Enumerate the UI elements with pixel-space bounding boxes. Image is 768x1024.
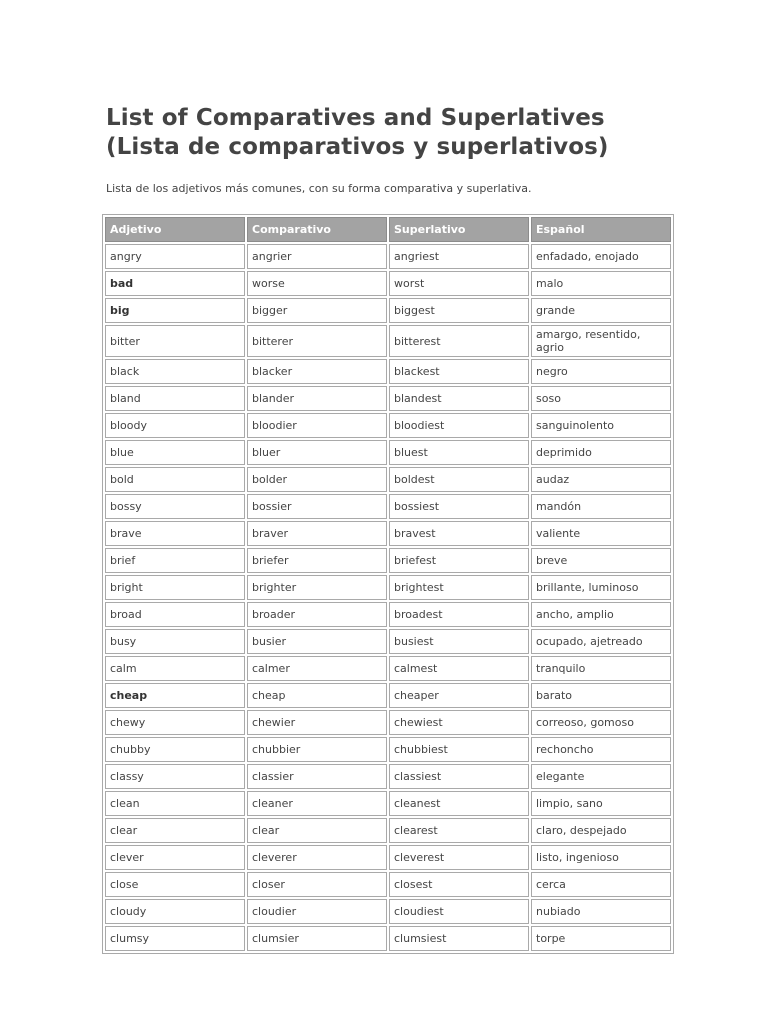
cell-superlativo: biggest [389,298,529,323]
cell-espanol: nubiado [531,899,671,924]
cell-espanol: limpio, sano [531,791,671,816]
cell-superlativo: classiest [389,764,529,789]
cell-adjetivo: blue [105,440,245,465]
cell-superlativo: bluest [389,440,529,465]
cell-superlativo: broadest [389,602,529,627]
table-header-row [105,217,671,242]
table-row [105,629,671,654]
cell-superlativo: closest [389,872,529,897]
cell-comparativo: bossier [247,494,387,519]
table-row [105,845,671,870]
cell-comparativo: calmer [247,656,387,681]
table-row [105,764,671,789]
adjectives-table [102,214,674,954]
cell-adjetivo: bloody [105,413,245,438]
cell-espanol: sanguinolento [531,413,671,438]
cell-espanol: grande [531,298,671,323]
table-row [105,602,671,627]
cell-superlativo: cleverest [389,845,529,870]
cell-adjetivo: chewy [105,710,245,735]
title-line-1: List of Comparatives and Superlatives [106,105,605,131]
cell-comparativo: chewier [247,710,387,735]
header-comparativo: Comparativo [247,217,387,242]
cell-espanol: deprimido [531,440,671,465]
cell-adjetivo: angry [105,244,245,269]
cell-adjetivo: classy [105,764,245,789]
cell-adjetivo: brave [105,521,245,546]
cell-superlativo: calmest [389,656,529,681]
cell-espanol: valiente [531,521,671,546]
cell-superlativo: bloodiest [389,413,529,438]
cell-espanol: ancho, amplio [531,602,671,627]
cell-adjetivo: busy [105,629,245,654]
cell-superlativo: chubbiest [389,737,529,762]
table-row [105,467,671,492]
cell-comparativo: briefer [247,548,387,573]
title-line-2: (Lista de comparativos y superlativos) [106,134,609,160]
cell-comparativo: brighter [247,575,387,600]
cell-superlativo: chewiest [389,710,529,735]
cell-adjetivo: bad [105,271,245,296]
table-body [105,244,671,951]
table-row [105,521,671,546]
cell-comparativo: blander [247,386,387,411]
cell-comparativo: bitterer [247,325,387,357]
table-row [105,359,671,384]
cell-adjetivo: cloudy [105,899,245,924]
cell-comparativo: clear [247,818,387,843]
table-row [105,325,671,357]
document-page [106,104,666,954]
table-row [105,298,671,323]
cell-adjetivo: calm [105,656,245,681]
table-row [105,271,671,296]
cell-superlativo: bossiest [389,494,529,519]
cell-comparativo: cleverer [247,845,387,870]
table-row [105,440,671,465]
table-row [105,413,671,438]
table-row [105,575,671,600]
cell-comparativo: bigger [247,298,387,323]
cell-comparativo: bloodier [247,413,387,438]
cell-espanol: negro [531,359,671,384]
cell-espanol: cerca [531,872,671,897]
cell-superlativo: busiest [389,629,529,654]
table-row [105,244,671,269]
cell-comparativo: bolder [247,467,387,492]
cell-comparativo: cheap [247,683,387,708]
cell-espanol: claro, despejado [531,818,671,843]
cell-adjetivo: black [105,359,245,384]
header-superlativo: Superlativo [389,217,529,242]
cell-superlativo: blandest [389,386,529,411]
cell-superlativo: clumsiest [389,926,529,951]
cell-adjetivo: bright [105,575,245,600]
cell-espanol: ocupado, ajetreado [531,629,671,654]
cell-espanol: correoso, gomoso [531,710,671,735]
cell-comparativo: chubbier [247,737,387,762]
intro-paragraph: Lista de los adjetivos más comunes, con su forma comparativa y superlativa. [106,182,532,195]
cell-comparativo: worse [247,271,387,296]
cell-superlativo: angriest [389,244,529,269]
table-row [105,656,671,681]
cell-espanol: audaz [531,467,671,492]
cell-superlativo: cloudiest [389,899,529,924]
table-row [105,683,671,708]
cell-superlativo: bravest [389,521,529,546]
table-row [105,710,671,735]
cell-adjetivo: bitter [105,325,245,357]
cell-comparativo: broader [247,602,387,627]
cell-comparativo: blacker [247,359,387,384]
cell-comparativo: angrier [247,244,387,269]
cell-adjetivo: clever [105,845,245,870]
cell-adjetivo: bland [105,386,245,411]
cell-espanol: listo, ingenioso [531,845,671,870]
cell-superlativo: worst [389,271,529,296]
cell-espanol: elegante [531,764,671,789]
cell-adjetivo: bold [105,467,245,492]
header-espanol: Español [531,217,671,242]
cell-superlativo: boldest [389,467,529,492]
table-row [105,386,671,411]
cell-espanol: torpe [531,926,671,951]
cell-superlativo: clearest [389,818,529,843]
cell-comparativo: bluer [247,440,387,465]
cell-superlativo: blackest [389,359,529,384]
cell-superlativo: brightest [389,575,529,600]
cell-superlativo: cleanest [389,791,529,816]
cell-adjetivo: brief [105,548,245,573]
cell-adjetivo: close [105,872,245,897]
cell-espanol: barato [531,683,671,708]
cell-espanol: malo [531,271,671,296]
cell-adjetivo: clumsy [105,926,245,951]
cell-comparativo: cleaner [247,791,387,816]
cell-superlativo: briefest [389,548,529,573]
cell-espanol: amargo, resentido, agrio [531,325,671,357]
table-row [105,926,671,951]
cell-superlativo: bitterest [389,325,529,357]
cell-comparativo: cloudier [247,899,387,924]
table-row [105,737,671,762]
cell-espanol: tranquilo [531,656,671,681]
table-row [105,548,671,573]
page-title [106,104,666,162]
cell-espanol: rechoncho [531,737,671,762]
table-row [105,791,671,816]
cell-espanol: mandón [531,494,671,519]
cell-comparativo: classier [247,764,387,789]
cell-adjetivo: chubby [105,737,245,762]
table-row [105,818,671,843]
table-row [105,899,671,924]
cell-comparativo: closer [247,872,387,897]
cell-adjetivo: big [105,298,245,323]
table-row [105,872,671,897]
cell-espanol: breve [531,548,671,573]
cell-adjetivo: broad [105,602,245,627]
table-row [105,494,671,519]
cell-comparativo: busier [247,629,387,654]
cell-espanol: brillante, luminoso [531,575,671,600]
cell-adjetivo: bossy [105,494,245,519]
cell-adjetivo: clear [105,818,245,843]
cell-superlativo: cheaper [389,683,529,708]
cell-comparativo: clumsier [247,926,387,951]
cell-espanol: soso [531,386,671,411]
cell-comparativo: braver [247,521,387,546]
header-adjetivo: Adjetivo [105,217,245,242]
cell-espanol: enfadado, enojado [531,244,671,269]
cell-adjetivo: clean [105,791,245,816]
cell-adjetivo: cheap [105,683,245,708]
